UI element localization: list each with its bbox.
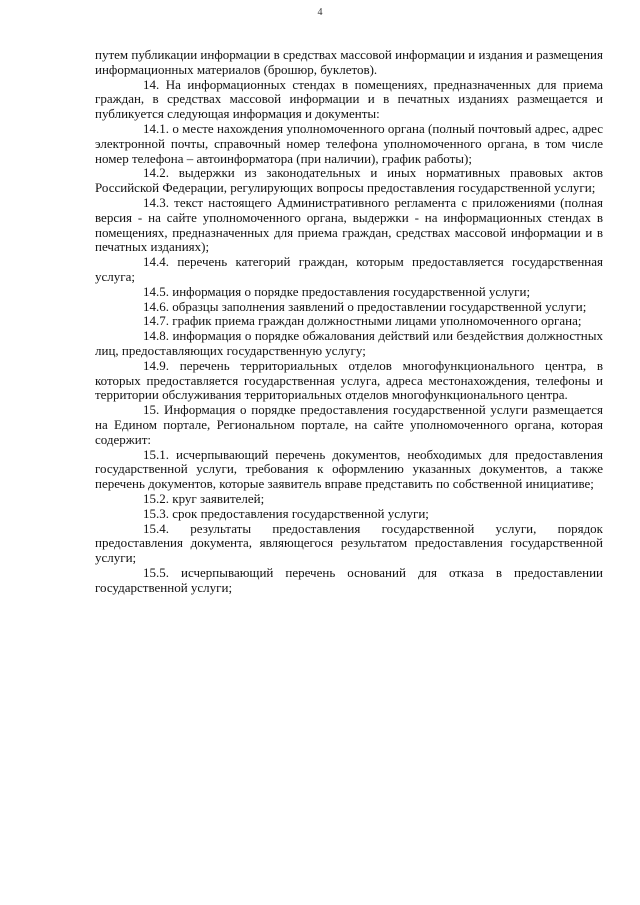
paragraph: 15.1. исчерпывающий перечень документов, необходимых для предоставления государственной услуги, требования к оформлению указанных документов, а также перечень документов, которые заявитель вправе представить по собственной инициативе;: [95, 446, 603, 492]
paragraph: 14.3. текст настоящего Административного регламента с приложениями (полная версия - на сайте уполномоченного органа, выдержки - на информационных стендах в помещениях, предназначенных для приема граждан, средствах массовой информации и в печатных изданиях);: [95, 194, 603, 255]
paragraph: 14.6. образцы заполнения заявлений о предоставлении государственной услуги;: [143, 298, 587, 314]
paragraph: 14.7. график приема граждан должностными лицами уполномоченного органа;: [143, 313, 582, 329]
paragraph: 14.1. о месте нахождения уполномоченного органа (полный почтовый адрес, адрес электронной почты, справочный номер телефона уполномоченного органа, в том числе номер телефона – автоинформатора (при наличии), график работы);: [95, 120, 603, 166]
paragraph: 14. На информационных стендах в помещениях, предназначенных для приема граждан, в средствах массовой информации и в печатных изданиях размещается и публикуется следующая информация и документы:: [95, 76, 603, 122]
paragraph: путем публикации информации в средствах массовой информации и издания и размещения информационных материалов (брошюр, буклетов).: [95, 47, 603, 77]
paragraph: 15. Информация о порядке предоставления государственной услуги размещается на Едином портале, Региональном портале, на сайте уполномоченного органа, которая содержит:: [95, 402, 603, 447]
document-body: [95, 48, 603, 595]
paragraph: 14.4. перечень категорий граждан, которым предоставляется государственная услуга;: [95, 254, 603, 284]
paragraph: 15.5. исчерпывающий перечень оснований для отказа в предоставлении государственной услуги;: [95, 564, 603, 595]
paragraph: 15.2. круг заявителей;: [143, 490, 265, 506]
paragraph: 14.2. выдержки из законодательных и иных нормативных правовых актов Российской Федерации, регулирующих вопросы предоставления государственной услуги;: [95, 165, 603, 196]
paragraph: 15.4. результаты предоставления государственной услуги, порядок предоставления документа, являющегося результатом предоставления государственной услуги;: [95, 520, 603, 566]
page-number: 4: [317, 7, 323, 18]
paragraph: 14.9. перечень территориальных отделов многофункционального центра, в которых предоставляется государственная услуга, адреса местонахождения, телефоны и территории обслуживания территориальных отделов многофункционального центра.: [95, 357, 603, 403]
paragraph: 14.8. информация о порядке обжалования действий или бездействия должностных лиц, предоставляющих государственную услугу;: [95, 328, 603, 358]
paragraph: 14.5. информация о порядке предоставления государственной услуги;: [143, 283, 531, 299]
paragraph: 15.3. срок предоставления государственной услуги;: [143, 505, 429, 521]
